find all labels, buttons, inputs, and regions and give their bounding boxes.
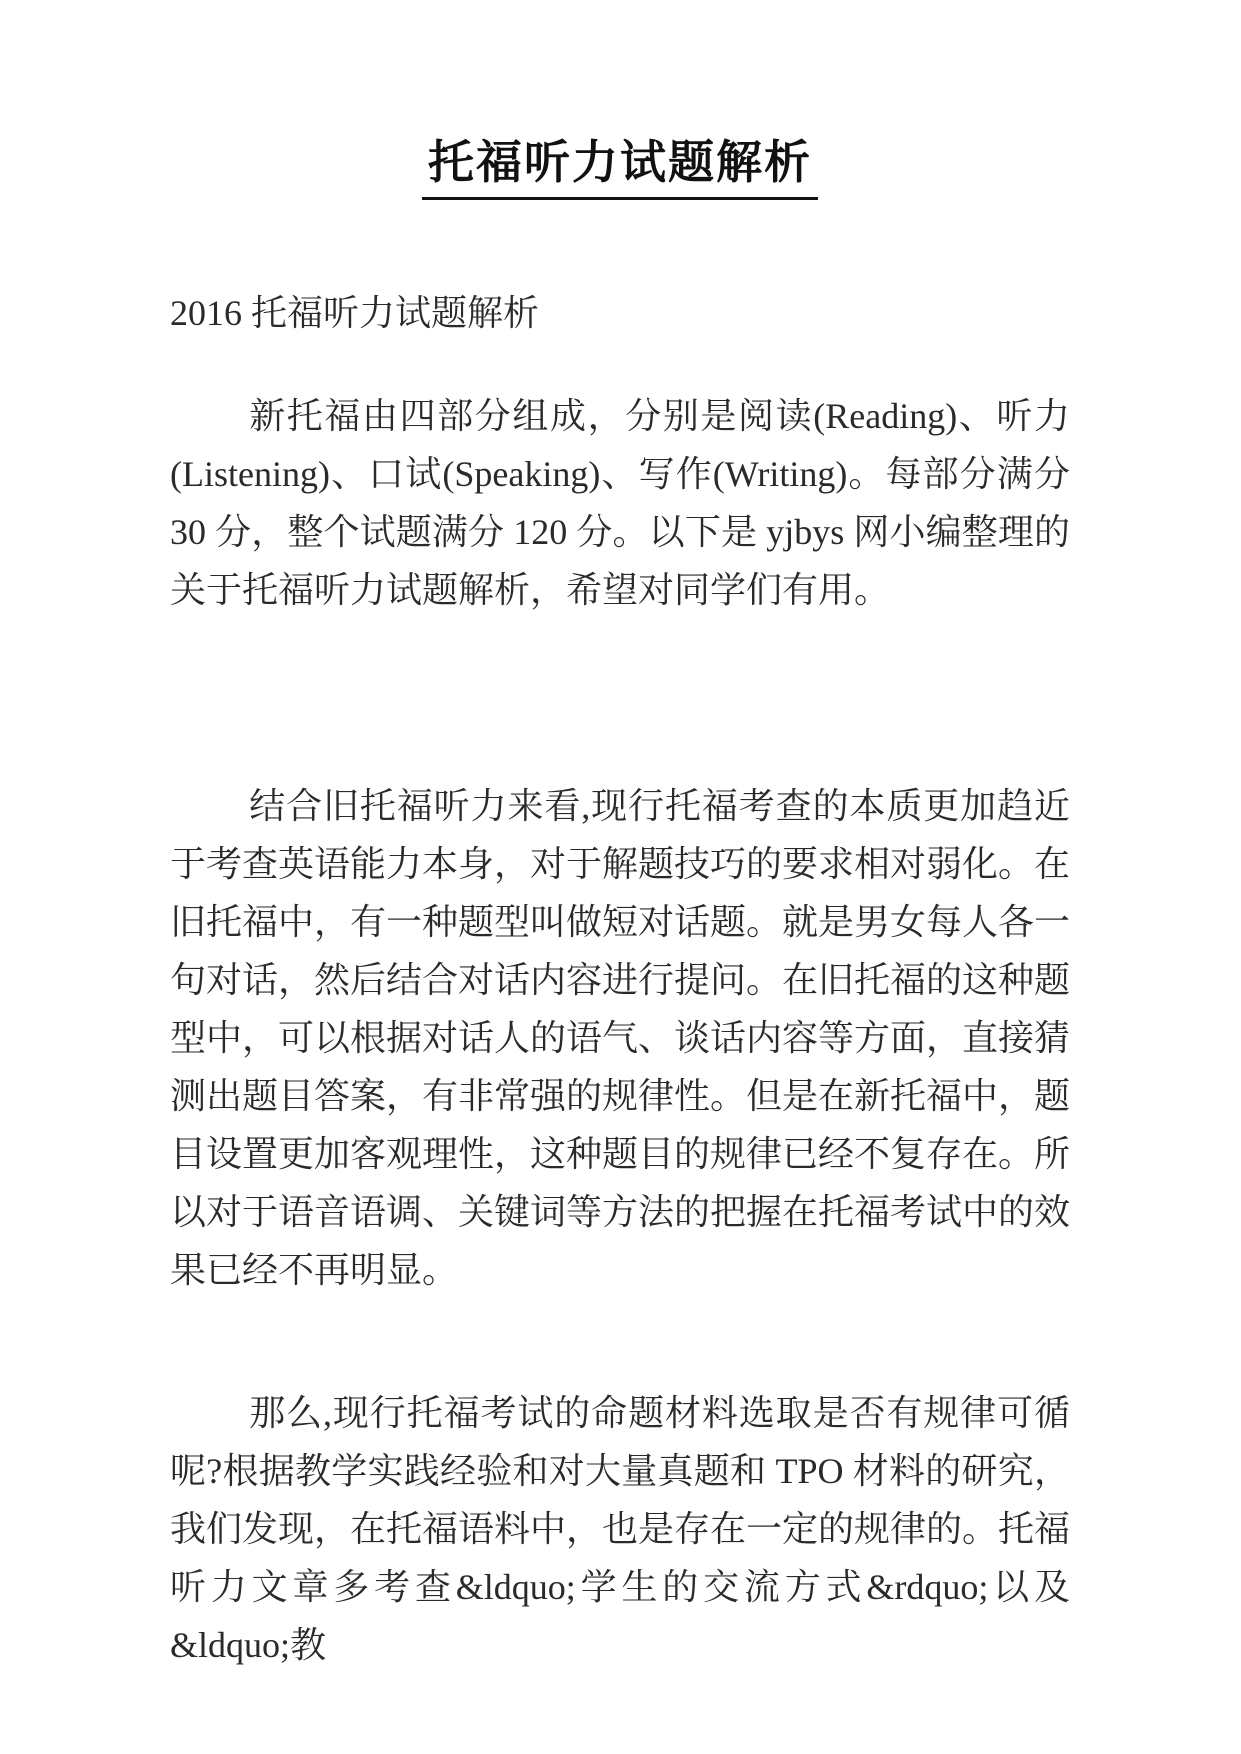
document-title-text: 托福听力试题解析 (422, 135, 818, 200)
body-paragraph: 结合旧托福听力来看,现行托福考查的本质更加趋近于考查英语能力本身，对于解题技巧的要求相对弱化。在旧托福中，有一种题型叫做短对话题。就是男女每人各一句对话，然后结合对话内容进行提问。在旧托福的这种题型中，可以根据对话人的语气、谈话内容等方面，直接猜测出题目答案，有非常强的规律性。但是在新托福中，题目设置更加客观理性，这种题目的规律已经不复存在。所以对于语音语调、关键词等方法的把握在托福考试中的效果已经不再明显。 (170, 786, 1071, 1291)
document-title (170, 135, 1070, 200)
document-subtitle: 2016 托福听力试题解析 (170, 293, 540, 334)
body-paragraph: 新托福由四部分组成，分别是阅读(Reading)、听力(Listening)、口试(Speaking)、写作(Writing)。每部分满分 30 分，整个试题满分 120 分。以下是 yjbys 网小编整理的关于托福听力试题解析，希望对同学们有用。 (170, 396, 1070, 611)
body-paragraph: 那么,现行托福考试的命题材料选取是否有规律可循呢?根据教学实践经验和对大量真题和 TPO 材料的研究，我们发现，在托福语料中，也是存在一定的规律的。托福听力文章多考查&ldquo;学生的交流方式&rdquo;以及&ldquo;教 (170, 1393, 1071, 1666)
